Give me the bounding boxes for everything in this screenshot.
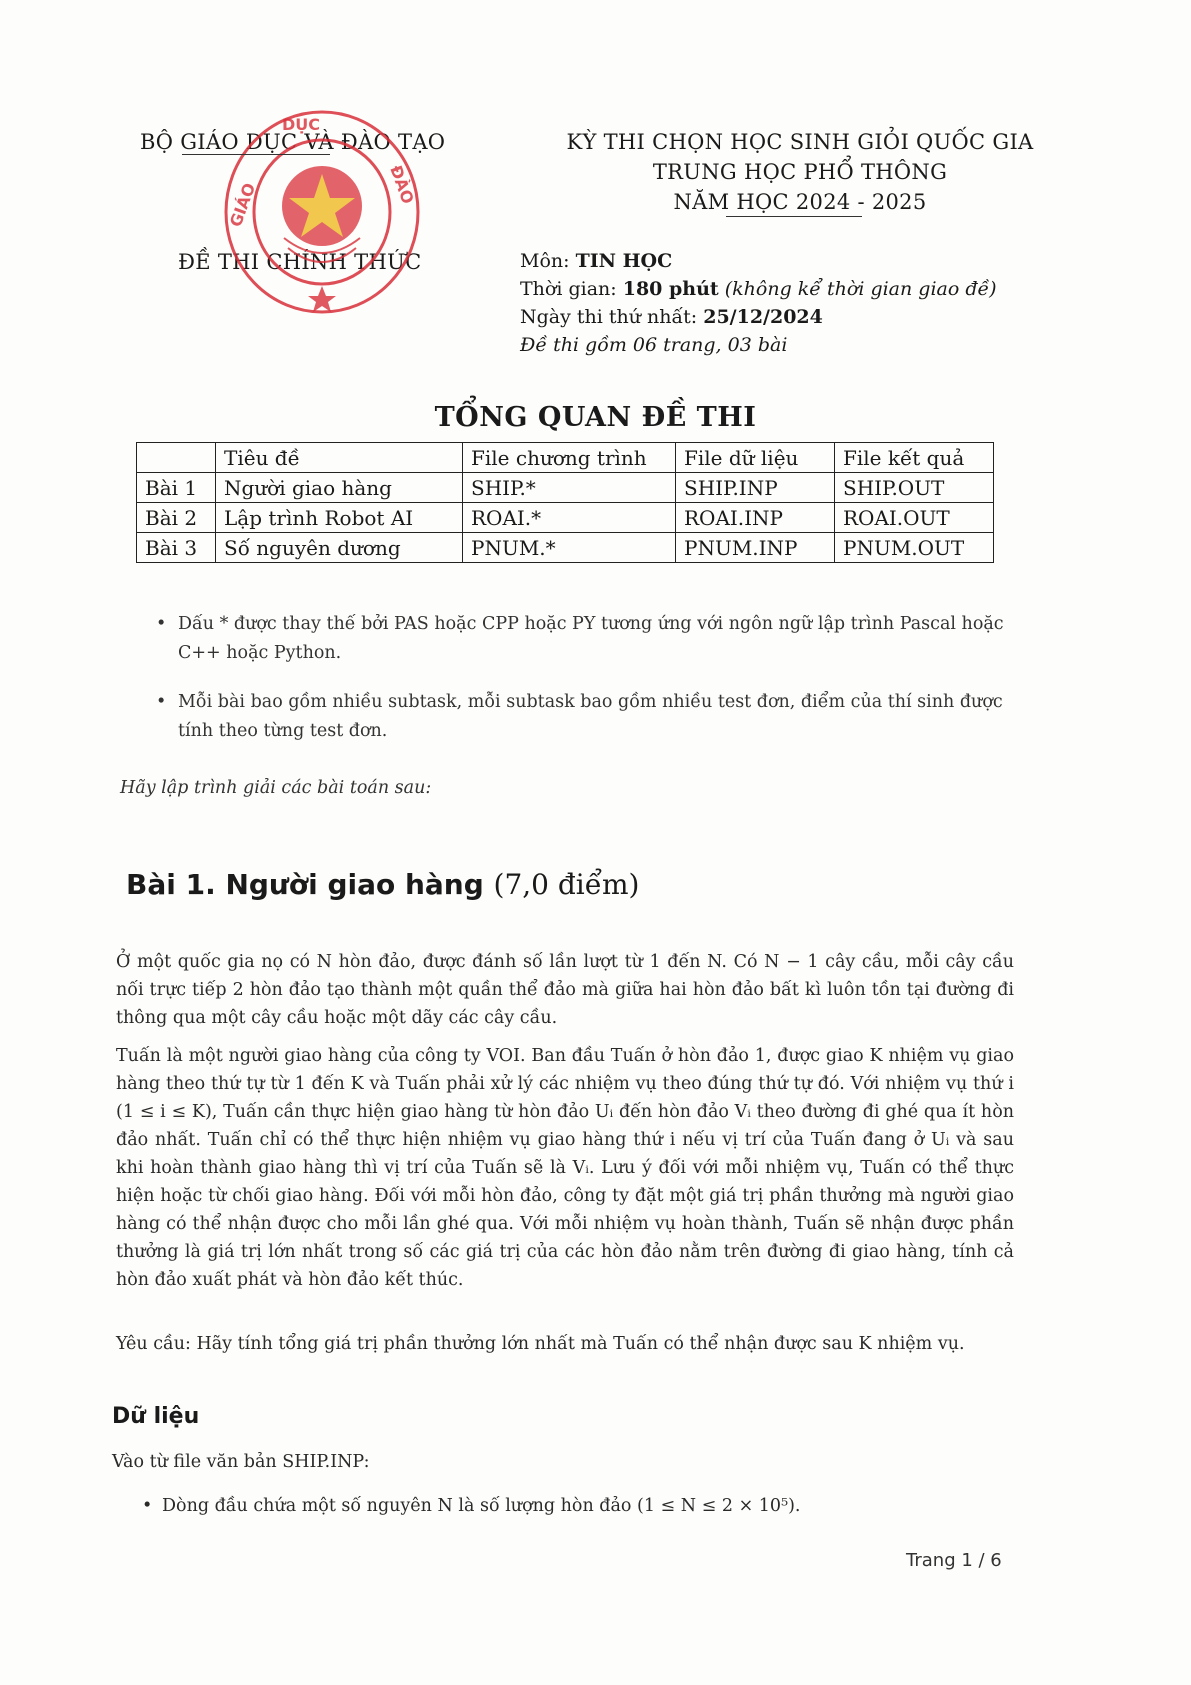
bullet-icon: •	[156, 614, 167, 634]
svg-text:ĐÀO: ĐÀO	[386, 162, 418, 207]
date-line: Ngày thi thứ nhất: 25/12/2024	[520, 306, 823, 328]
table-cell: PNUM.*	[463, 533, 676, 563]
table-cell: Bài 2	[137, 503, 216, 533]
bullet-icon: •	[156, 692, 167, 712]
exam-date: 25/12/2024	[703, 306, 823, 328]
table-cell: Lập trình Robot AI	[216, 503, 463, 533]
time-note: (không kể thời gian giao đề)	[724, 278, 997, 300]
ministry-underline	[182, 154, 330, 155]
problem-title: Bài 1. Người giao hàng (7,0 điểm)	[126, 868, 640, 901]
table-cell: Bài 3	[137, 533, 216, 563]
column-header	[137, 443, 216, 473]
table-cell: Người giao hàng	[216, 473, 463, 503]
table-row	[137, 503, 994, 533]
table-row	[137, 533, 994, 563]
note-item	[156, 688, 1040, 746]
duration: 180 phút	[622, 278, 719, 300]
table-cell: ROAI.OUT	[835, 503, 994, 533]
note-item	[156, 610, 1040, 668]
svg-text:GIÁO: GIÁO	[225, 180, 260, 230]
column-header: Tiêu đề	[216, 443, 463, 473]
subject: TIN HỌC	[575, 250, 673, 272]
bullet-icon: •	[142, 1496, 153, 1516]
data-bullet	[142, 1492, 1032, 1520]
data-heading: Dữ liệu	[112, 1404, 200, 1429]
note-text: Mỗi bài bao gồm nhiều subtask, mỗi subtask bao gồm nhiều test đơn, điểm của thí sinh được tính theo từng test đơn.	[178, 692, 1003, 741]
table-cell: Bài 1	[137, 473, 216, 503]
note-text: Dấu * được thay thế bởi PAS hoặc CPP hoặc PY tương ứng với ngôn ngữ lập trình Pascal hoặc C++ hoặc Python.	[178, 614, 1004, 663]
column-header: File kết quả	[835, 443, 994, 473]
table-cell: PNUM.OUT	[835, 533, 994, 563]
exam-level: TRUNG HỌC PHỔ THÔNG	[652, 160, 948, 184]
problem-requirement: Yêu cầu: Hãy tính tổng giá trị phần thưởng lớn nhất mà Tuấn có thể nhận được sau K nhiệm vụ.	[116, 1334, 965, 1354]
table-header-row	[137, 443, 994, 473]
overview-title: TỔNG QUAN ĐỀ THI	[434, 402, 757, 433]
column-header: File chương trình	[463, 443, 676, 473]
column-header: File dữ liệu	[676, 443, 835, 473]
data-intro: Vào từ file văn bản SHIP.INP:	[112, 1452, 370, 1472]
table-cell: PNUM.INP	[676, 533, 835, 563]
page-number: Trang 1 / 6	[906, 1550, 1002, 1571]
document-type: ĐỀ THI CHÍNH THỨC	[178, 250, 422, 274]
table-row	[137, 473, 994, 503]
subject-line: Môn: TIN HỌC	[520, 250, 673, 272]
instruction: Hãy lập trình giải các bài toán sau:	[120, 778, 432, 798]
time-line: Thời gian: 180 phút (không kể thời gian giao đề)	[520, 278, 997, 300]
problem-points: (7,0 điểm)	[493, 868, 640, 901]
table-cell: ROAI.*	[463, 503, 676, 533]
pages-note: Đề thi gồm 06 trang, 03 bài	[520, 334, 788, 356]
overview-table	[136, 442, 994, 563]
table-cell: SHIP.*	[463, 473, 676, 503]
ministry-name: BỘ GIÁO DỤC VÀ ĐÀO TẠO	[140, 130, 446, 154]
year-underline	[726, 216, 862, 217]
table-cell: SHIP.INP	[676, 473, 835, 503]
problem-paragraph: Ở một quốc gia nọ có N hòn đảo, được đánh số lần lượt từ 1 đến N. Có N − 1 cây cầu, mỗi cây cầu nối trực tiếp 2 hòn đảo tạo thành một quần thể đảo mà giữa hai hòn đảo bất kì luôn tồn tại đường đi thông qua một cây cầu hoặc một dãy các cây cầu.	[116, 952, 1014, 1028]
table-cell: ROAI.INP	[676, 503, 835, 533]
exam-year: NĂM HỌC 2024 - 2025	[673, 190, 927, 214]
exam-name: KỲ THI CHỌN HỌC SINH GIỎI QUỐC GIA	[566, 130, 1034, 154]
data-bullet-text: Dòng đầu chứa một số nguyên N là số lượng hòn đảo (1 ≤ N ≤ 2 × 10⁵).	[162, 1496, 801, 1516]
svg-text:DỤC: DỤC	[282, 115, 321, 134]
table-cell: SHIP.OUT	[835, 473, 994, 503]
problem-paragraph: Tuấn là một người giao hàng của công ty VOI. Ban đầu Tuấn ở hòn đảo 1, được giao K nhiệm vụ giao hàng theo thứ tự từ 1 đến K và Tuấn phải xử lý các nhiệm vụ theo đúng thứ tự đó. Với nhiệm vụ thứ i (1 ≤ i ≤ K), Tuấn cần thực hiện giao hàng từ hòn đảo Uᵢ đến hòn đảo Vᵢ theo đường đi ghé qua ít hòn đảo nhất. Tuấn chỉ có thể thực hiện nhiệm vụ giao hàng thứ i nếu vị trí của Tuấn đang ở Uᵢ và sau khi hoàn thành giao hàng thì vị trí của Tuấn sẽ là Vᵢ. Lưu ý đối với mỗi nhiệm vụ, Tuấn có thể thực hiện hoặc từ chối giao hàng. Đối với mỗi hòn đảo, công ty đặt một giá trị phần thưởng mà người giao hàng có thể nhận được cho mỗi lần ghé qua. Với mỗi nhiệm vụ hoàn thành, Tuấn sẽ nhận được phần thưởng là giá trị lớn nhất trong số các giá trị của các hòn đảo nằm trên đường đi giao hàng, tính cả hòn đảo xuất phát và hòn đảo kết thúc.	[116, 1046, 1014, 1290]
table-cell: Số nguyên dương	[216, 533, 463, 563]
official-seal-stamp	[222, 108, 422, 316]
